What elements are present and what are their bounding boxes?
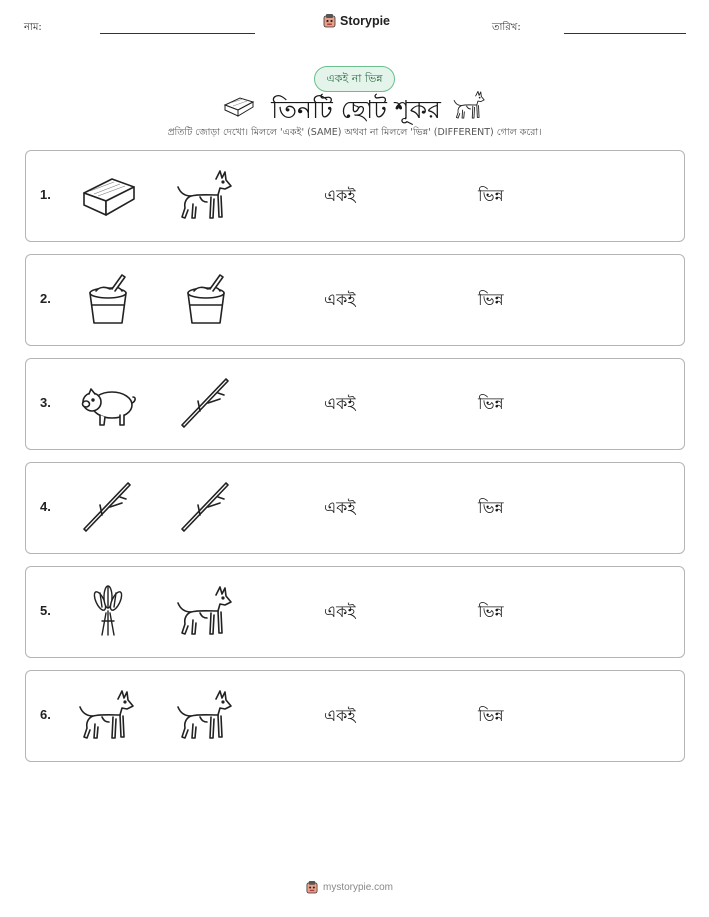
question-number: 6. — [40, 707, 51, 722]
footer — [306, 880, 393, 894]
option-different[interactable]: ভিন্ন — [478, 706, 504, 725]
cement-bucket-icon — [78, 269, 138, 329]
question-row-2 — [25, 254, 685, 346]
option-different[interactable]: ভিন্ন — [478, 290, 504, 309]
brand-name: Storypie — [340, 13, 391, 28]
option-different[interactable]: ভিন্ন — [478, 498, 504, 517]
stick-icon — [78, 477, 138, 537]
option-same[interactable]: একই — [324, 394, 356, 413]
date-label: তারিখ: — [492, 22, 521, 33]
stick-icon — [176, 477, 236, 537]
worksheet-type-badge: একই না ভিন্ন — [314, 66, 395, 92]
brick-icon — [222, 94, 256, 118]
brand-logo — [323, 13, 390, 28]
question-number: 2. — [40, 291, 51, 306]
wolf-icon — [450, 88, 490, 122]
question-row-4 — [25, 462, 685, 554]
option-same[interactable]: একই — [324, 498, 356, 517]
option-same[interactable]: একই — [324, 602, 356, 621]
storypie-logo-icon — [323, 13, 336, 28]
option-same[interactable]: একই — [324, 706, 356, 725]
straw-bundle-icon — [78, 581, 138, 641]
name-line[interactable] — [100, 33, 255, 34]
question-row-6 — [25, 670, 685, 762]
wolf-icon — [176, 165, 236, 225]
option-same[interactable]: একই — [324, 290, 356, 309]
option-different[interactable]: ভিন্ন — [478, 602, 504, 621]
question-number: 5. — [40, 603, 51, 618]
question-number: 4. — [40, 499, 51, 514]
instruction-text: প্রতিটি জোড়া দেখো। মিললে 'একই' (SAME) অথবা না মিললে 'ভিন্ন' (DIFFERENT) গোল করো। — [167, 127, 542, 138]
pig-icon — [78, 373, 138, 433]
title-row — [0, 88, 709, 126]
cement-bucket-icon — [176, 269, 236, 329]
stick-icon — [176, 373, 236, 433]
question-row-3 — [25, 358, 685, 450]
option-same[interactable]: একই — [324, 186, 356, 205]
brick-icon — [78, 165, 138, 225]
wolf-icon — [176, 685, 236, 745]
option-different[interactable]: ভিন্ন — [478, 186, 504, 205]
question-row-5 — [25, 566, 685, 658]
question-number: 1. — [40, 187, 51, 202]
storypie-logo-icon — [306, 880, 318, 894]
page-title: তিনটি ছোট শূকর — [271, 95, 441, 124]
wolf-icon — [78, 685, 138, 745]
question-row-1 — [25, 150, 685, 242]
footer-url[interactable]: mystorypie.com — [323, 881, 394, 893]
question-number: 3. — [40, 395, 51, 410]
option-different[interactable]: ভিন্ন — [478, 394, 504, 413]
wolf-icon — [176, 581, 236, 641]
name-label: নাম: — [24, 22, 42, 33]
date-line[interactable] — [564, 33, 686, 34]
